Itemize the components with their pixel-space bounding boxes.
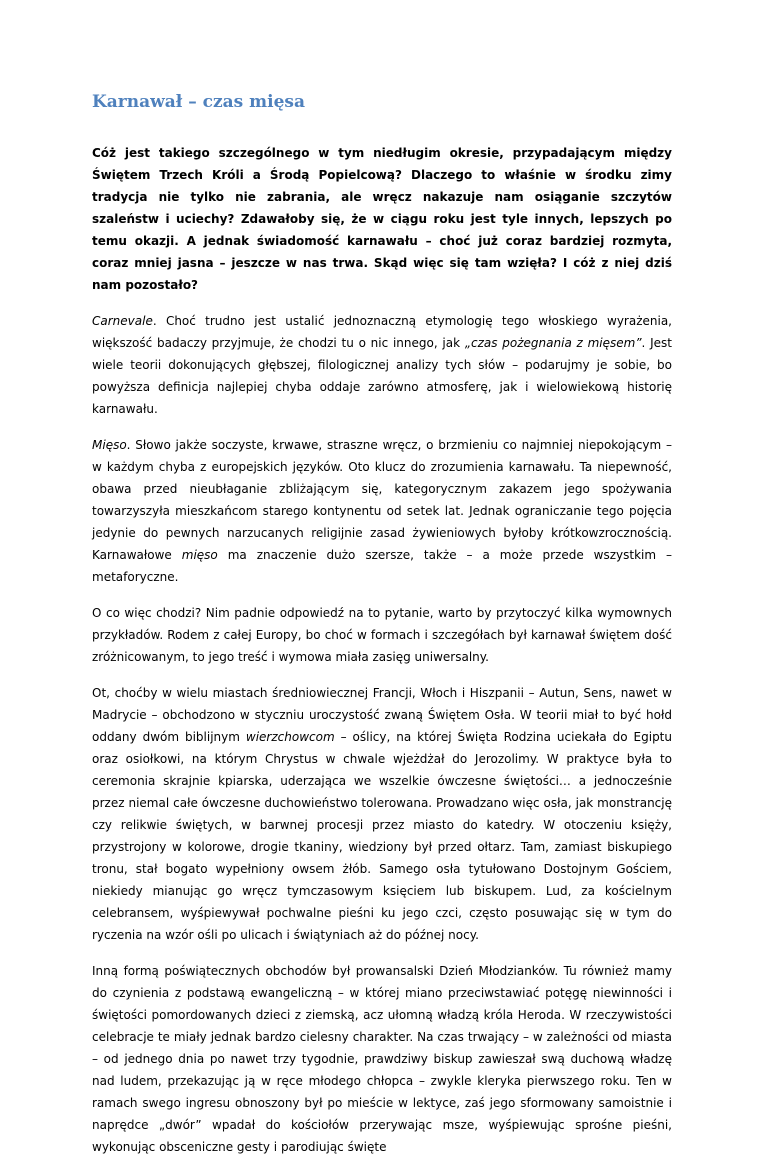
term-carnevale: Carnevale [92, 314, 153, 328]
page-title: Karnawał – czas mięsa [92, 92, 306, 112]
paragraph-o-co-chodzi: O co więc chodzi? Nim padnie odpowiedź na to pytanie, warto by przytoczyć kilka wymownych przykładów. Rodem z całej Europy, bo choć w formach i szczegółach był karnawał świętem dość zróżnicowanym, to jego treść i wymowa miała zasięg uniwersalny. [92, 606, 672, 664]
term-wierzchowcom: wierzchowcom [245, 730, 335, 744]
term-mieso-inline: mięso [181, 548, 218, 562]
paragraph-mieso: Mięso. Słowo jakże soczyste, krwawe, straszne wręcz, o brzmieniu co najmniej niepokojącym – w każdym chyba z europejskich języków. Oto klucz do zrozumienia karnawału. Ta niepewność, obawa przed nieubłaganie zbliżającym się, kategorycznym zakazem jego spożywania towarzyszyła mieszkańcom starego kontynentu od setek lat. Jednak ograniczanie tego pojęcia jedynie do pewnych narzucanych religijnie zasad żywieniowych byłoby krótkowzrocznością. Karnawałowe mięso ma znaczenie dużo szersze, także – a może przede wszystkim – metaforyczne. [92, 438, 672, 584]
term-mieso: Mięso [92, 438, 127, 452]
paragraph-dzien-mlodziankow: Inną formą poświątecznych obchodów był prowansalski Dzień Młodzianków. Tu również mamy do czynienia z podstawą ewangeliczną – w której miano przeciwstawiać potęgę niewinności i świętości pomordowanych dzieci z ziemską, acz ułomną władzą króla Heroda. W rzeczywistości celebracje te miały jednak bardzo cielesny charakter. Na czas trwający – w zależności od miasta – od jednego dnia po nawet trzy tygodnie, prawdziwy biskup zawieszał swą duchową władzę nad ludem, przekazując ją w ręce młodego chłopca – zwykle kleryka pierwszego roku. Ten w ramach swego ingresu obnoszony był po mieście w lektyce, zaś jego sformowany samoistnie i naprędce „dwór” wpadał do kościołów przerywając msze, wyśpiewując sprośne pieśni, wykonując obsceniczne gesty i parodiując święte [92, 964, 672, 1154]
paragraph-swieto-osla: Ot, choćby w wielu miastach średniowiecznej Francji, Włoch i Hiszpanii – Autun, Sens, nawet w Madrycie – obchodzono w styczniu uroczystość zwaną Świętem Osła. W teorii miał to być hołd oddany dwóm biblijnym wierzchowcom – oślicy, na której Święta Rodzina uciekała do Egiptu oraz osiołkowi, na którym Chrystus w chwale wjeżdżał do Jerozolimy. W praktyce była to ceremonia skrajnie kpiarska, uderzająca we wszelkie ówczesne świętości… a jednocześnie przez niemal całe ówczesne duchowieństwo tolerowana. Prowadzano więc osła, jak monstrancję czy relikwie świętych, w barwnej procesji przez miasto do katedry. W otoczeniu księży, przystrojony w kolorowe, drogie tkaniny, wiedziony był przed ołtarz. Tam, zamiast biskupiego tronu, stał bogato wypełniony owsem żłób. Samego osła tytułowano Dostojnym Gościem, niekiedy mianując go wręcz tymczasowym księciem lub biskupem. Lud, za kościelnym celebransem, wyśpiewywał pochwalne pieśni ku jego czci, często posuwając się w tym do ryczenia na wzór ośli po ulicach i świątyniach aż do późnej nocy. [92, 686, 672, 942]
quote-pozegnanie: „czas pożegnania z mięsem” [464, 336, 642, 350]
paragraph-carnevale: Carnevale. Choć trudno jest ustalić jednoznaczną etymologię tego włoskiego wyrażenia, większość badaczy przyjmuje, że chodzi tu o nic innego, jak „czas pożegnania z mięsem”. Jest wiele teorii dokonujących głębszej, filologicznej analizy tych słów – podarujmy je sobie, bo powyższa definicja najlepiej chyba oddaje zarówno atmosferę, jak i wielowiekową historię karnawału. [92, 314, 672, 416]
lead-paragraph: Cóż jest takiego szczególnego w tym niedługim okresie, przypadającym między Świętem Trzech Króli a Środą Popielcową? Dlaczego to właśnie w środku zimy tradycja nie tylko nie zabrania, ale wręcz nakazuje nam osiąganie szczytów szaleństw i uciechy? Zdawałoby się, że w ciągu roku jest tyle innych, lepszych po temu okazji. A jednak świadomość karnawału – choć już coraz bardziej rozmyta, coraz mniej jasna – jeszcze w nas trwa. Skąd więc się tam wzięła? I cóż z niej dziś nam pozostało? [92, 146, 672, 292]
